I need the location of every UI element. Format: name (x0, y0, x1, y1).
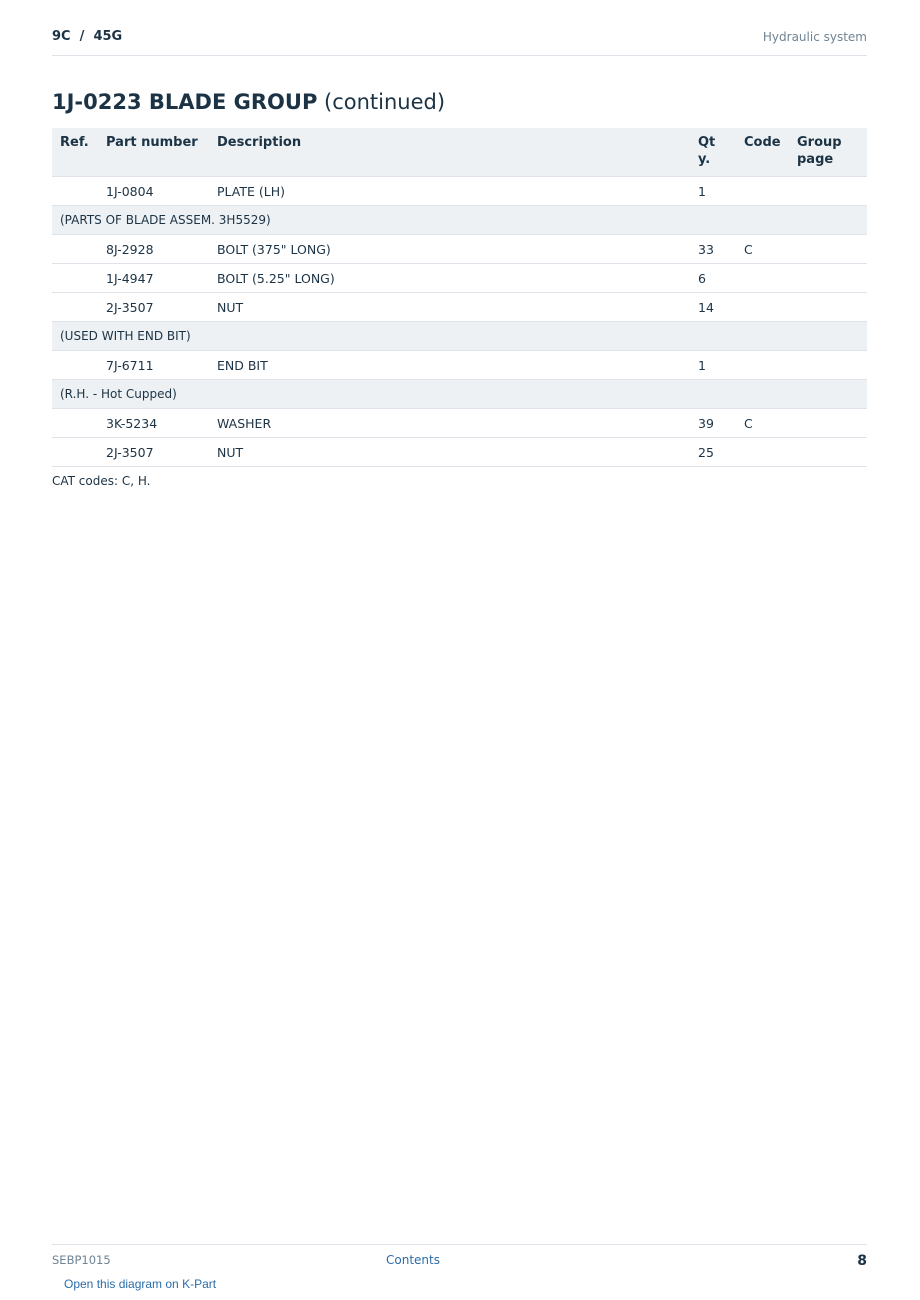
description-cell: PLATE (LH) (209, 177, 690, 206)
qty-cell: 39 (690, 409, 736, 438)
page-title (52, 90, 445, 114)
table-row (52, 264, 867, 293)
group-page-cell (789, 293, 867, 322)
cat-codes-note: CAT codes: C, H. (52, 474, 151, 488)
note-text: (PARTS OF BLADE ASSEM. 3H5529) (52, 206, 867, 235)
open-in-kpart-link[interactable]: Open this diagram on K-Part (64, 1277, 217, 1291)
group-page-cell (789, 177, 867, 206)
contents-link[interactable]: Contents (386, 1253, 440, 1267)
table-row (52, 409, 867, 438)
part-number-cell: 2J-3507 (98, 293, 209, 322)
code-cell (736, 293, 789, 322)
qty-cell: 33 (690, 235, 736, 264)
code-cell (736, 438, 789, 467)
note-text: (R.H. - Hot Cupped) (52, 380, 867, 409)
qty-cell: 1 (690, 177, 736, 206)
part-number-cell: 1J-0804 (98, 177, 209, 206)
table-note-row (52, 380, 867, 409)
col-ref: Ref. (52, 128, 98, 177)
page-header (52, 28, 867, 56)
col-code: Code (736, 128, 789, 177)
table-row (52, 293, 867, 322)
ref-cell (52, 177, 98, 206)
code-cell (736, 264, 789, 293)
description-cell: END BIT (209, 351, 690, 380)
part-number-cell: 1J-4947 (98, 264, 209, 293)
parts-table-body (52, 177, 867, 467)
group-page-cell (789, 351, 867, 380)
section-label: Hydraulic system (762, 30, 867, 44)
group-page-cell (789, 438, 867, 467)
part-number-cell: 7J-6711 (98, 351, 209, 380)
col-qty (690, 128, 736, 177)
table-row (52, 351, 867, 380)
description-cell: NUT (209, 438, 690, 467)
ref-cell (52, 235, 98, 264)
ref-cell (52, 293, 98, 322)
title-main: 1J-0223 BLADE GROUP (52, 90, 318, 114)
qty-cell: 14 (690, 293, 736, 322)
table-row (52, 438, 867, 467)
ref-cell (52, 264, 98, 293)
parts-table (52, 128, 867, 467)
code-cell: C (736, 235, 789, 264)
table-note-row (52, 322, 867, 351)
group-page-cell (789, 235, 867, 264)
part-number-cell: 3K-5234 (98, 409, 209, 438)
col-part-number: Part number (98, 128, 209, 177)
description-cell: BOLT (5.25" LONG) (209, 264, 690, 293)
group-page-cell (789, 264, 867, 293)
col-group-page: Group page (789, 128, 867, 177)
footer-divider (52, 1244, 867, 1246)
code-cell (736, 351, 789, 380)
table-row (52, 177, 867, 206)
table-header-row (52, 128, 867, 177)
note-text: (USED WITH END BIT) (52, 322, 867, 351)
qty-cell: 1 (690, 351, 736, 380)
col-description: Description (209, 128, 690, 177)
page-number: 8 (857, 1253, 867, 1269)
title-suffix: (continued) (324, 90, 446, 114)
part-number-cell: 8J-2928 (98, 235, 209, 264)
code-cell (736, 177, 789, 206)
table-note-row (52, 206, 867, 235)
part-number-cell: 2J-3507 (98, 438, 209, 467)
group-page-cell (789, 409, 867, 438)
breadcrumb: 9C / 45G (52, 29, 123, 44)
qty-cell: 6 (690, 264, 736, 293)
code-cell: C (736, 409, 789, 438)
ref-cell (52, 438, 98, 467)
description-cell: NUT (209, 293, 690, 322)
document-id: SEBP1015 (52, 1253, 111, 1267)
qty-cell: 25 (690, 438, 736, 467)
ref-cell (52, 409, 98, 438)
description-cell: WASHER (209, 409, 690, 438)
ref-cell (52, 351, 98, 380)
table-row (52, 235, 867, 264)
col-qty-label: Qty. (698, 135, 716, 167)
description-cell: BOLT (375" LONG) (209, 235, 690, 264)
